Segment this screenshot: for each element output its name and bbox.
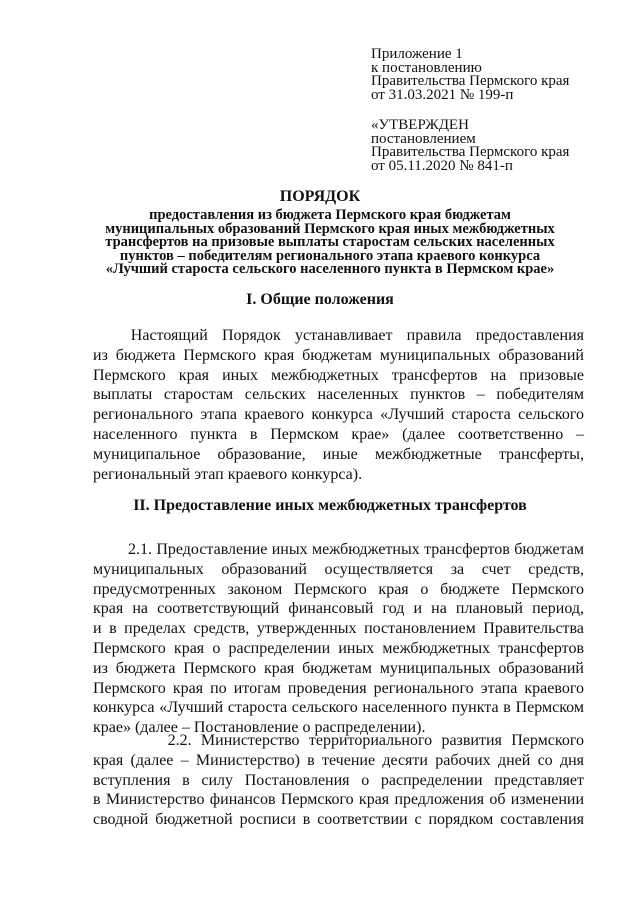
paragraph-line: Пермского края по итогам проведения регионального этапа краевого: [93, 679, 584, 697]
paragraph-line: из бюджета Пермского края бюджетам муниципальных образований: [93, 659, 584, 677]
appendix-block: [371, 48, 569, 102]
paragraph-line: Пермского края о распределении иных межбюджетных трансфертов: [93, 639, 584, 657]
subtitle-line: «Лучший староста сельского населенного пункта в Пермском крае»: [105, 261, 555, 277]
paragraph-line: муниципальное образование, иные межбюджетные трансферты,: [93, 445, 584, 463]
paragraph-line: муниципальных образований осуществляется за счет средств,: [93, 560, 584, 578]
section-1-heading: I. Общие положения: [246, 291, 394, 308]
document-title: ПОРЯДОК: [279, 188, 361, 205]
approval-line: «УТВЕРЖДЕН: [371, 117, 469, 133]
paragraph-line: регионального этапа краевого конкурса «Лучший староста сельского: [93, 406, 584, 424]
paragraph-line: Настоящий Порядок устанавливает правила предоставления: [93, 327, 584, 344]
paragraph-line: сводной бюджетной росписи в соответствии с порядком составления: [93, 811, 584, 829]
paragraph-line: населенного пункта в Пермском крае» (далее соответственно –: [93, 425, 584, 443]
approval-line: постановлением: [371, 130, 476, 147]
appendix-line: от 31.03.2021 № 199-п: [371, 86, 514, 103]
approval-line: Правительства Пермского края: [371, 144, 570, 160]
paragraph-line: 2.1. Предоставление иных межбюджетных трансфертов бюджетам: [93, 541, 584, 558]
paragraph-line: края (далее – Министерство) в течение десяти рабочих дней со дня: [93, 751, 584, 769]
approval-block: [371, 119, 569, 173]
paragraph-line: края на соответствующий финансовый год и на плановый период,: [93, 600, 584, 618]
appendix-line: к постановлению: [371, 59, 482, 76]
subtitle-line: муниципальных образований Пермского края иных межбюджетных: [105, 220, 555, 237]
section-2-heading: II. Предоставление иных межбюджетных трансфертов: [133, 497, 527, 514]
paragraph-2-2: [93, 731, 584, 830]
paragraph-line: предусмотренных законом Пермского края о бюджете Пермского: [93, 580, 584, 598]
paragraph-line: и в пределах средств, утвержденных постановлением Правительства: [93, 620, 584, 638]
subtitle-line: трансфертов на призовые выплаты старостам сельских населенных: [105, 234, 555, 250]
paragraph-line: из бюджета Пермского края бюджетам муниципальных образований: [93, 346, 584, 364]
subtitle-line: пунктов – победителям регионального этапа краевого конкурса: [119, 247, 541, 264]
approval-line: от 05.11.2020 № 841-п: [371, 157, 513, 174]
appendix-line: Правительства Пермского края: [371, 73, 570, 89]
subtitle-line: предоставления из бюджета Пермского края бюджетам: [149, 207, 511, 223]
paragraph-line: 2.2. Министерство территориального развития Пермского: [93, 732, 584, 749]
paragraph-line: Пермского края иных межбюджетных трансфертов на призовые: [93, 366, 584, 384]
section-1-paragraph: [93, 326, 584, 484]
paragraph-line: конкурса «Лучший староста сельского населенного пункта в Пермском: [93, 699, 584, 717]
paragraph-line: выплаты старостам сельских населенных пунктов – победителям: [93, 386, 584, 404]
appendix-line: Приложение 1: [371, 46, 463, 62]
paragraph-line: региональный этап краевого конкурса).: [93, 465, 363, 483]
paragraph-line: крае» (далее – Постановление о распределении).: [93, 719, 426, 737]
paragraph-2-1: [93, 540, 584, 738]
paragraph-line: в Министерство финансов Пермского края предложения об изменении: [93, 791, 584, 809]
document-subtitle: [60, 209, 600, 277]
paragraph-line: вступления в силу Постановления о распределении представляет: [93, 771, 584, 789]
